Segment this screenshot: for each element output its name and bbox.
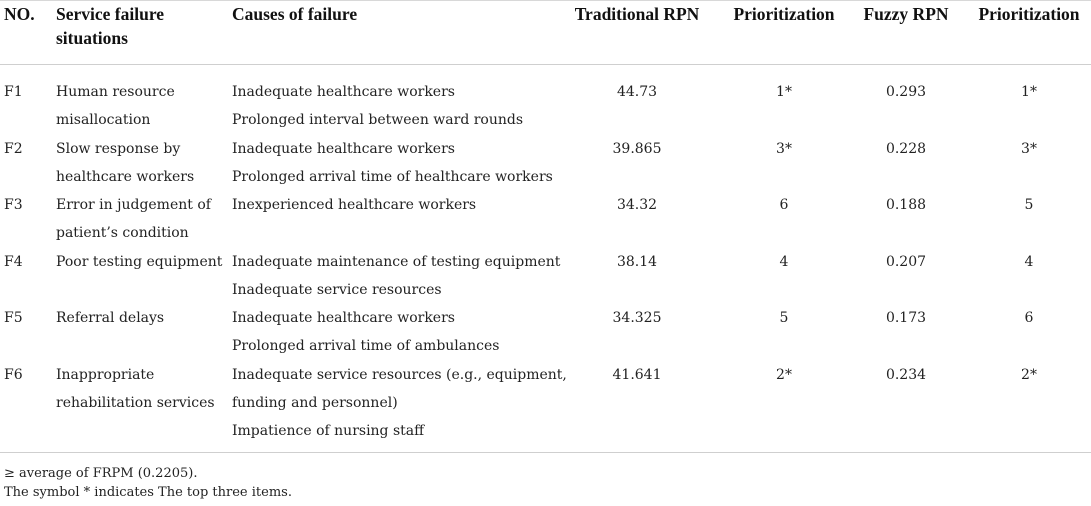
cell-prioritization-2: 1*	[1021, 84, 1037, 100]
cell-traditional-rpn: 38.14	[616, 254, 658, 270]
cell-situation-line: rehabilitation services	[56, 395, 215, 411]
cell-traditional-rpn: 39.865	[612, 141, 662, 157]
cell-prioritization-1: 5	[779, 310, 789, 326]
cell-situation-line: patient’s condition	[56, 225, 189, 241]
cell-situation	[56, 135, 194, 191]
cell-cause-line: Prolonged arrival time of ambulances	[232, 338, 500, 354]
footnote-average: ≥ average of FRPM (0.2205).	[4, 466, 198, 481]
cell-causes	[232, 361, 567, 445]
table-top-rule	[0, 0, 1091, 1]
cell-situation-line: Referral delays	[56, 310, 165, 326]
cell-fuzzy-rpn: 0.228	[885, 141, 927, 157]
cell-cause-line: Inexperienced healthcare workers	[232, 197, 477, 213]
header-situation-line-1: Service failure	[56, 4, 165, 24]
cell-situation	[56, 361, 215, 417]
cell-causes	[232, 248, 560, 304]
cell-prioritization-2: 5	[1024, 197, 1034, 213]
header-no: NO.	[4, 4, 35, 24]
cell-traditional-rpn: 34.325	[612, 310, 662, 326]
cell-situation-line: Slow response by	[56, 141, 181, 157]
header-prioritization-1: Prioritization	[733, 4, 835, 24]
cell-situation-line: Error in judgement of	[56, 197, 211, 213]
header-prioritization-2: Prioritization	[978, 4, 1080, 24]
cell-cause-line: Inadequate healthcare workers	[232, 84, 455, 100]
cell-no: F1	[4, 84, 23, 100]
cell-situation	[56, 191, 211, 247]
cell-prioritization-1: 3*	[776, 141, 792, 157]
cell-no: F3	[4, 197, 23, 213]
cell-causes	[232, 191, 476, 219]
cell-fuzzy-rpn: 0.188	[885, 197, 927, 213]
header-situation	[56, 2, 164, 50]
cell-situation-line: misallocation	[56, 112, 151, 128]
cell-prioritization-2: 6	[1024, 310, 1034, 326]
cell-situation-line: Poor testing equipment	[56, 254, 223, 270]
cell-cause-line: Inadequate healthcare workers	[232, 310, 455, 326]
cell-causes	[232, 78, 523, 134]
cell-traditional-rpn: 41.641	[612, 367, 662, 383]
cell-cause-line: Inadequate service resources	[232, 282, 442, 298]
cell-prioritization-1: 4	[779, 254, 789, 270]
cell-traditional-rpn: 44.73	[616, 84, 658, 100]
cell-no: F5	[4, 310, 23, 326]
cell-no: F4	[4, 254, 23, 270]
cell-causes	[232, 135, 553, 191]
cell-traditional-rpn: 34.32	[616, 197, 658, 213]
header-causes: Causes of failure	[232, 4, 358, 24]
cell-prioritization-2: 4	[1024, 254, 1034, 270]
cell-cause-line: Inadequate healthcare workers	[232, 141, 455, 157]
cell-prioritization-1: 2*	[776, 367, 792, 383]
table-header-rule	[0, 64, 1091, 65]
cell-no: F6	[4, 367, 23, 383]
cell-situation	[56, 304, 164, 332]
cell-cause-line: funding and personnel)	[232, 395, 398, 411]
cell-fuzzy-rpn: 0.173	[885, 310, 927, 326]
cell-prioritization-2: 3*	[1021, 141, 1037, 157]
cell-fuzzy-rpn: 0.234	[885, 367, 927, 383]
cell-situation-line: healthcare workers	[56, 169, 195, 185]
cell-prioritization-2: 2*	[1021, 367, 1037, 383]
header-traditional-rpn: Traditional RPN	[574, 4, 700, 24]
cell-cause-line: Prolonged arrival time of healthcare workers	[232, 169, 553, 185]
cell-situation-line: Human resource	[56, 84, 175, 100]
cell-situation	[56, 78, 175, 134]
cell-fuzzy-rpn: 0.207	[885, 254, 927, 270]
cell-cause-line: Inadequate service resources (e.g., equipment,	[232, 367, 567, 383]
cell-no: F2	[4, 141, 23, 157]
header-situation-line-2: situations	[56, 28, 128, 48]
cell-cause-line: Inadequate maintenance of testing equipment	[232, 254, 561, 270]
cell-cause-line: Prolonged interval between ward rounds	[232, 112, 524, 128]
cell-causes	[232, 304, 499, 360]
cell-prioritization-1: 6	[779, 197, 789, 213]
cell-prioritization-1: 1*	[776, 84, 792, 100]
cell-fuzzy-rpn: 0.293	[885, 84, 927, 100]
cell-situation	[56, 248, 222, 276]
cell-cause-line: Impatience of nursing staff	[232, 423, 425, 439]
footnote-symbol: The symbol * indicates The top three items.	[4, 485, 292, 500]
table-bottom-rule	[0, 452, 1091, 453]
header-fuzzy-rpn: Fuzzy RPN	[863, 4, 949, 24]
cell-situation-line: Inappropriate	[56, 367, 155, 383]
